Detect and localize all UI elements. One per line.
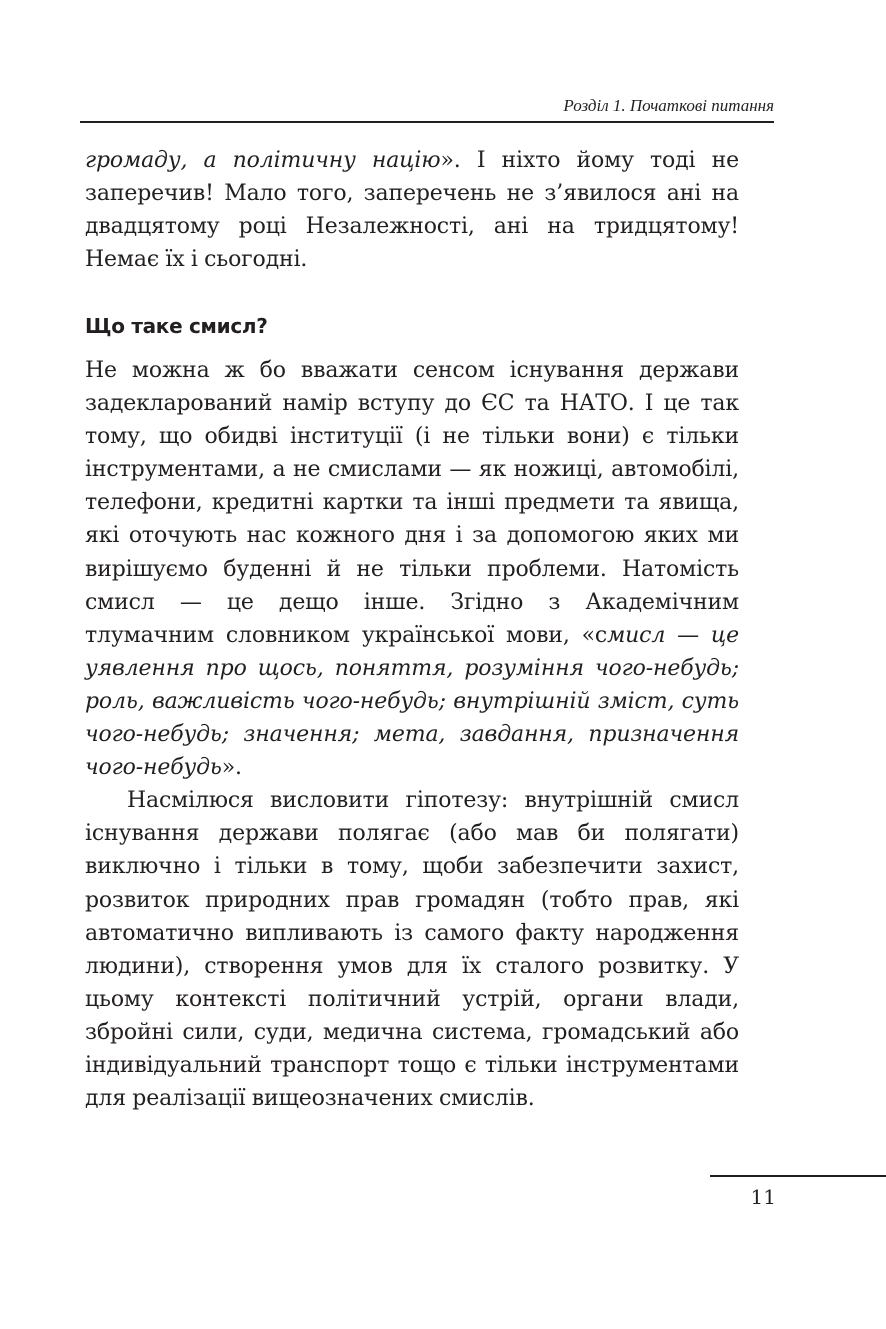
- running-head: Розділ 1. Початкові питання: [563, 96, 774, 115]
- quote-close: ».: [221, 755, 242, 781]
- italic-definition: мисл — це уявлення про щось, поняття, розуміння чого-небудь; роль, важливість чого-небудь; внутрішній зміст, суть чого-небудь; значення; мета, завдання, призначення чого-небудь: [85, 622, 739, 781]
- main-text-block: [85, 354, 739, 1115]
- paragraph-definition: [85, 354, 739, 784]
- header-rule: [80, 121, 774, 123]
- paragraph-text: Не можна ж бо вважати сенсом існування держави задекларований намір вступу до ЄС та НАТО. І це так тому, що обидві інституції (і не тільки вони) є тільки інструментами, а не смислами — як ножиці, автомобілі, телефони, кредитні картки та інші предмети та явища, які оточують нас кожного дня і за допомогою яких ми вирішуємо буденні й не тільки проблеми. Натомість смисл — це дещо інше. Згідно з Академічним тлумачним словником української мови, «с: [85, 358, 739, 648]
- paragraph-text: ». І ніхто йому тоді не заперечив! Мало того, заперечень не з’явилося ані на двадцятому році Незалежності, ані на тридцятому! Немає їх і сьогодні.: [85, 148, 739, 273]
- footer-rule: [710, 1175, 886, 1177]
- section-heading: Що таке смисл?: [85, 314, 268, 338]
- paragraph-continuation: [85, 144, 739, 276]
- paragraph-hypothesis: Насмілюся висловити гіпотезу: внутрішній смисл існування держави полягає (або мав би полягати) виключно і тільки в тому, щоби забезпечити захист, розвиток природних прав громадян (тобто прав, які автоматично випливають із самого факту народження людини), створення умов для їх сталого розвитку. У цьому контексті політичний устрій, органи влади, збройні сили, суди, медична система, громадський або індивідуальний транспорт тощо є тільки інструментами для реалізації вищеозначених смислів.: [85, 788, 739, 1112]
- italic-quote: громаду, а політичну націю: [85, 148, 441, 173]
- page-number: 11: [750, 1185, 776, 1209]
